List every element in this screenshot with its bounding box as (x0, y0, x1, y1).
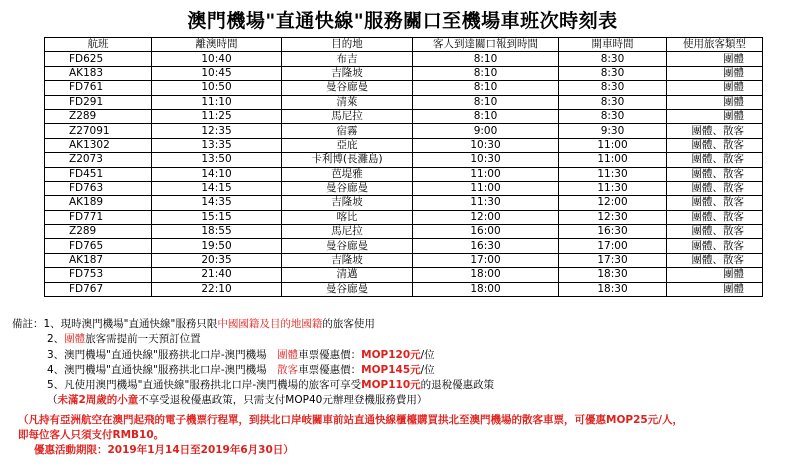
note-4-mid: 車票優惠價： (298, 363, 362, 376)
bus-time-cell: 9:30 (559, 124, 667, 138)
flight-cell: FD767 (45, 282, 152, 296)
note-6 (12, 393, 797, 408)
note-2-num: 2、 (47, 333, 65, 346)
passenger-type-cell: 團體、散客 (667, 181, 763, 195)
departure-time-cell: 11:25 (152, 109, 282, 123)
note-1-prefix: 備註：1、現時澳門機場"直通快線"服務只限 (12, 318, 218, 330)
note-4-prefix: 4、澳門機場"直通快線"服務拱北口岸-澳門機場 (47, 363, 278, 376)
departure-time-cell: 14:35 (152, 196, 282, 210)
passenger-type-cell: 團體 (667, 81, 763, 95)
table-row (45, 253, 763, 267)
departure-time-cell: 14:10 (152, 167, 282, 181)
flight-cell: Z289 (45, 109, 152, 123)
table-row (45, 52, 763, 66)
note-5-highlight: MOP110元 (361, 379, 421, 392)
passenger-type-cell: 團體、散客 (667, 253, 763, 267)
flight-cell: FD291 (45, 95, 152, 109)
header-departure-time: 離澳時間 (152, 38, 282, 52)
checkin-time-cell: 11:30 (413, 196, 559, 210)
flight-cell: AK189 (45, 196, 152, 210)
bus-time-cell: 12:00 (559, 196, 667, 210)
destination-cell: 芭堤雅 (282, 167, 413, 181)
departure-time-cell: 13:50 (152, 153, 282, 167)
note-1 (12, 317, 797, 332)
departure-time-cell: 19:50 (152, 239, 282, 253)
departure-time-cell: 11:10 (152, 95, 282, 109)
checkin-time-cell: 10:30 (413, 138, 559, 152)
passenger-type-cell: 團體、散客 (667, 239, 763, 253)
header-checkin-time: 客人到達關口報到時間 (413, 38, 559, 52)
flight-cell: FD761 (45, 81, 152, 95)
passenger-type-cell: 團體、散客 (667, 153, 763, 167)
flight-cell: FD771 (45, 210, 152, 224)
flight-cell: Z289 (45, 225, 152, 239)
bus-time-cell: 8:30 (559, 95, 667, 109)
note-3 (12, 348, 797, 363)
note-5-prefix: 5、凡使用澳門機場"直通快線"服務拱北口岸-澳門機場的旅客可享受 (47, 379, 362, 392)
note-5-suffix: 的退稅優惠政策 (420, 379, 495, 392)
flight-cell: FD753 (45, 268, 152, 282)
bus-time-cell: 8:30 (559, 109, 667, 123)
bus-time-cell: 17:00 (559, 239, 667, 253)
note-3-price: MOP120元 (361, 348, 421, 361)
flight-cell: AK187 (45, 253, 152, 267)
passenger-type-cell: 團體、散客 (667, 210, 763, 224)
bus-time-cell: 8:30 (559, 66, 667, 80)
table-row (45, 210, 763, 224)
header-passenger-type: 使用旅客類型 (667, 38, 763, 52)
promo-line-1: （凡持有亞洲航空在澳門起飛的電子機票行程單，到拱北口岸岐關車前站直通快線櫃檯購買拱北至澳門機場的散客車票，可優惠MOP25元/人， (18, 413, 684, 426)
note-4-highlight: 散客 (277, 363, 299, 376)
departure-time-cell: 20:35 (152, 253, 282, 267)
note-3-prefix: 3、澳門機場"直通快線"服務拱北口岸-澳門機場 (47, 348, 278, 361)
bus-time-cell: 11:30 (559, 181, 667, 195)
departure-time-cell: 12:35 (152, 124, 282, 138)
checkin-time-cell: 11:00 (413, 167, 559, 181)
passenger-type-cell: 團體、散客 (667, 225, 763, 239)
checkin-time-cell: 11:00 (413, 181, 559, 195)
notes-section (12, 317, 797, 459)
passenger-type-cell: 團體 (667, 282, 763, 296)
table-row (45, 66, 763, 80)
destination-cell: 吉隆坡 (282, 196, 413, 210)
passenger-type-cell: 團體 (667, 109, 763, 123)
passenger-type-cell: 團體、散客 (667, 196, 763, 210)
note-2-highlight: 團體 (64, 333, 86, 346)
table-row (45, 109, 763, 123)
flight-cell: FD763 (45, 181, 152, 195)
table-row (45, 138, 763, 152)
note-3-mid: 車票優惠價： (298, 348, 362, 361)
note-2-suffix: 旅客需提前一天預訂位置 (85, 333, 201, 346)
note-4 (12, 363, 797, 378)
destination-cell: 曼谷廊曼 (282, 282, 413, 296)
note-4-price: MOP145元 (361, 363, 421, 376)
departure-time-cell: 10:40 (152, 52, 282, 66)
bus-time-cell: 17:30 (559, 253, 667, 267)
passenger-type-cell: 團體 (667, 66, 763, 80)
checkin-time-cell: 8:10 (413, 52, 559, 66)
note-6-highlight: 未滿2周歲的小童 (57, 394, 139, 407)
destination-cell: 宿霧 (282, 124, 413, 138)
flight-cell: AK183 (45, 66, 152, 80)
header-flight: 航班 (45, 38, 152, 52)
checkin-time-cell: 16:00 (413, 225, 559, 239)
bus-time-cell: 11:30 (559, 167, 667, 181)
promo-line-3: 優惠活動期限：2019年1月14日至2019年6月30日） (34, 444, 294, 457)
bus-time-cell: 18:30 (559, 268, 667, 282)
table-row (45, 239, 763, 253)
bus-time-cell: 18:30 (559, 282, 667, 296)
departure-time-cell: 14:15 (152, 181, 282, 195)
flight-cell: Z2073 (45, 153, 152, 167)
departure-time-cell: 10:50 (152, 81, 282, 95)
checkin-time-cell: 10:30 (413, 153, 559, 167)
table-row (45, 181, 763, 195)
flight-cell: Z27091 (45, 124, 152, 138)
passenger-type-cell: 團體、散客 (667, 138, 763, 152)
passenger-type-cell: 團體、散客 (667, 124, 763, 138)
checkin-time-cell: 8:10 (413, 81, 559, 95)
table-row (45, 282, 763, 296)
note-1-highlight: 中國國籍及目的地國籍 (217, 318, 323, 330)
passenger-type-cell: 團體 (667, 268, 763, 282)
header-bus-time: 開車時間 (559, 38, 667, 52)
passenger-type-cell: 團體、散客 (667, 167, 763, 181)
bus-time-cell: 8:30 (559, 81, 667, 95)
destination-cell: 喀比 (282, 210, 413, 224)
destination-cell: 布吉 (282, 52, 413, 66)
checkin-time-cell: 9:00 (413, 124, 559, 138)
table-row (45, 153, 763, 167)
table-row (45, 268, 763, 282)
table-row (45, 124, 763, 138)
flight-cell: FD625 (45, 52, 152, 66)
note-2 (12, 332, 797, 347)
table-header-row (45, 38, 763, 52)
schedule-table (44, 37, 763, 297)
passenger-type-cell: 團體 (667, 52, 763, 66)
note-4-suffix: /位 (420, 363, 435, 376)
note-6-open: （ (47, 394, 58, 407)
table-row (45, 225, 763, 239)
bus-time-cell: 16:30 (559, 225, 667, 239)
bus-time-cell: 11:00 (559, 138, 667, 152)
destination-cell: 曼谷廊曼 (282, 181, 413, 195)
destination-cell: 曼谷廊曼 (282, 239, 413, 253)
passenger-type-cell: 團體 (667, 95, 763, 109)
destination-cell: 馬尼拉 (282, 225, 413, 239)
departure-time-cell: 21:40 (152, 268, 282, 282)
destination-cell: 吉隆坡 (282, 66, 413, 80)
destination-cell: 吉隆坡 (282, 253, 413, 267)
promo-line-2: 即每位客人只須支付RMB10。 (18, 429, 165, 442)
table-row (45, 81, 763, 95)
departure-time-cell: 18:55 (152, 225, 282, 239)
destination-cell: 清萊 (282, 95, 413, 109)
table-row (45, 95, 763, 109)
checkin-time-cell: 8:10 (413, 66, 559, 80)
departure-time-cell: 15:15 (152, 210, 282, 224)
bus-time-cell: 12:30 (559, 210, 667, 224)
destination-cell: 曼谷廊曼 (282, 81, 413, 95)
checkin-time-cell: 12:00 (413, 210, 559, 224)
departure-time-cell: 10:45 (152, 66, 282, 80)
destination-cell: 卡利博(長灘島) (282, 153, 413, 167)
checkin-time-cell: 18:00 (413, 268, 559, 282)
departure-time-cell: 13:35 (152, 138, 282, 152)
destination-cell: 清邁 (282, 268, 413, 282)
checkin-time-cell: 8:10 (413, 95, 559, 109)
header-destination: 目的地 (282, 38, 413, 52)
flight-cell: AK1302 (45, 138, 152, 152)
checkin-time-cell: 8:10 (413, 109, 559, 123)
destination-cell: 亞庇 (282, 138, 413, 152)
bus-time-cell: 11:00 (559, 153, 667, 167)
checkin-time-cell: 17:00 (413, 253, 559, 267)
checkin-time-cell: 18:00 (413, 282, 559, 296)
flight-cell: FD765 (45, 239, 152, 253)
departure-time-cell: 22:10 (152, 282, 282, 296)
bus-time-cell: 8:30 (559, 52, 667, 66)
page-title: 澳門機場"直通快線"服務關口至機場車班次時刻表 (187, 10, 618, 32)
destination-cell: 馬尼拉 (282, 109, 413, 123)
note-3-highlight: 團體 (277, 348, 299, 361)
checkin-time-cell: 16:30 (413, 239, 559, 253)
flight-cell: FD451 (45, 167, 152, 181)
note-3-suffix: /位 (420, 348, 435, 361)
table-row (45, 196, 763, 210)
note-5 (12, 378, 797, 393)
note-6-suffix: 不享受退稅優惠政策，只需支付MOP40元辦理登機服務費用） (138, 394, 428, 407)
table-row (45, 167, 763, 181)
note-1-suffix: 的旅客使用 (322, 318, 375, 330)
